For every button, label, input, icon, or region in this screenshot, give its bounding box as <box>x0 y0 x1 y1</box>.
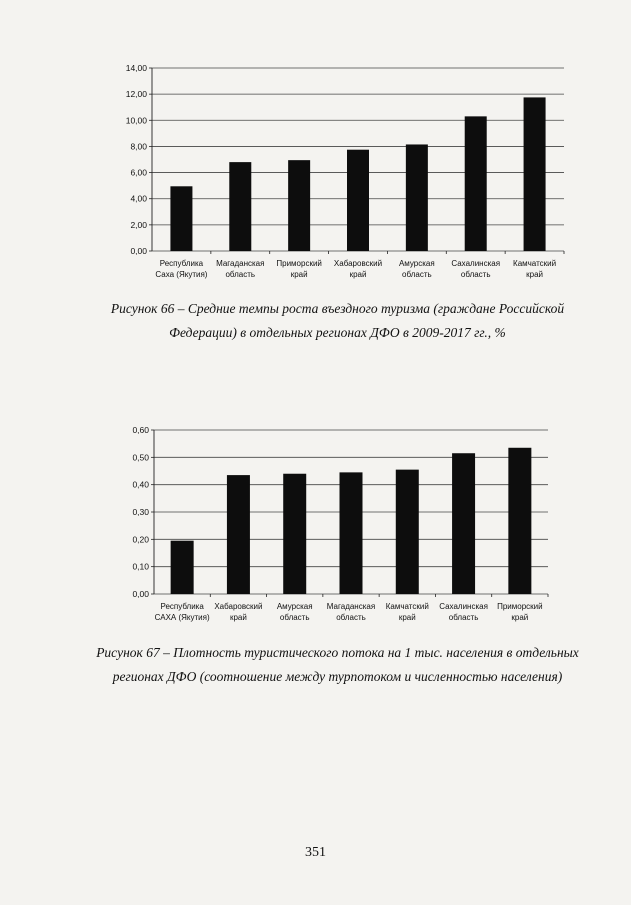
bar <box>508 448 531 594</box>
caption-line: Рисунок 66 – Средние темпы роста въездного туризма (граждане Российской <box>110 301 565 316</box>
x-tick-label: Сахалинская <box>439 602 488 611</box>
x-tick-label: Приморский <box>497 602 543 611</box>
x-tick-label: Амурская <box>398 259 435 268</box>
chart-svg <box>110 58 570 288</box>
y-tick-label: 0,10 <box>132 561 149 572</box>
x-tick-label: САХА (Якутия) <box>154 613 210 622</box>
bar <box>524 97 546 251</box>
bar <box>227 475 250 594</box>
x-tick-label: область <box>448 613 479 622</box>
bar <box>465 116 487 251</box>
x-tick-label: Саха (Якутия) <box>155 270 208 279</box>
y-tick-label: 2,00 <box>130 219 147 230</box>
y-tick-label: 0,40 <box>132 479 149 490</box>
bar <box>171 541 194 594</box>
y-tick-label: 14,00 <box>125 63 147 73</box>
y-tick-label: 4,00 <box>130 193 147 204</box>
caption-line: Рисунок 67 – Плотность туристического потока на 1 тыс. населения в отдельных <box>96 645 579 660</box>
chart-svg <box>110 420 570 635</box>
y-tick-label: 12,00 <box>125 89 147 100</box>
bar <box>283 474 306 594</box>
x-tick-label: Сахалинская <box>451 259 501 268</box>
x-tick-label: Амурская <box>276 602 313 611</box>
x-tick-label: Камчатский <box>385 602 429 611</box>
bar <box>229 162 251 251</box>
x-tick-label: край <box>349 270 367 279</box>
x-tick-label: край <box>511 613 529 622</box>
figure-67-caption <box>90 641 585 689</box>
x-tick-label: Республика <box>160 602 204 611</box>
y-tick-label: 0,00 <box>132 589 149 599</box>
bar <box>288 160 310 251</box>
bar <box>396 470 419 594</box>
x-tick-label: край <box>229 613 247 622</box>
x-tick-label: область <box>279 613 310 622</box>
y-tick-label: 0,00 <box>130 246 147 256</box>
x-tick-label: Магаданская <box>326 602 376 611</box>
y-tick-label: 8,00 <box>130 141 147 152</box>
x-tick-label: область <box>460 270 491 279</box>
bar <box>347 150 369 251</box>
y-tick-label: 10,00 <box>125 115 147 126</box>
y-tick-label: 0,30 <box>132 507 149 517</box>
x-tick-label: Приморский <box>276 259 322 268</box>
page-number: 351 <box>305 845 326 860</box>
figure-66-caption <box>95 297 580 345</box>
x-tick-label: Хабаровский <box>214 602 263 611</box>
x-tick-label: край <box>398 613 416 622</box>
bar <box>406 144 428 251</box>
y-tick-label: 6,00 <box>130 167 147 178</box>
y-tick-label: 0,60 <box>132 425 149 435</box>
x-tick-label: край <box>290 270 308 279</box>
x-tick-label: область <box>225 270 256 279</box>
y-tick-label: 0,50 <box>132 452 149 463</box>
x-tick-label: край <box>526 270 544 279</box>
chart-tourist-flow-density <box>110 420 570 635</box>
x-tick-label: Магаданская <box>216 259 265 268</box>
bar <box>170 186 192 251</box>
bar <box>340 472 363 594</box>
caption-line: регионах ДФО (соотношение между турпотоком и численностью населения) <box>112 669 563 684</box>
x-tick-label: Хабаровский <box>333 259 383 268</box>
x-tick-label: область <box>336 613 366 622</box>
x-tick-label: область <box>402 270 432 279</box>
caption-line: Федерации) в отдельных регионах ДФО в 2009-2017 гг., % <box>169 325 506 340</box>
x-tick-label: Камчатский <box>513 259 557 268</box>
x-tick-label: Республика <box>159 259 204 268</box>
chart-inbound-tourism-growth <box>110 58 570 288</box>
y-tick-label: 0,20 <box>132 534 149 545</box>
bar <box>452 453 475 594</box>
